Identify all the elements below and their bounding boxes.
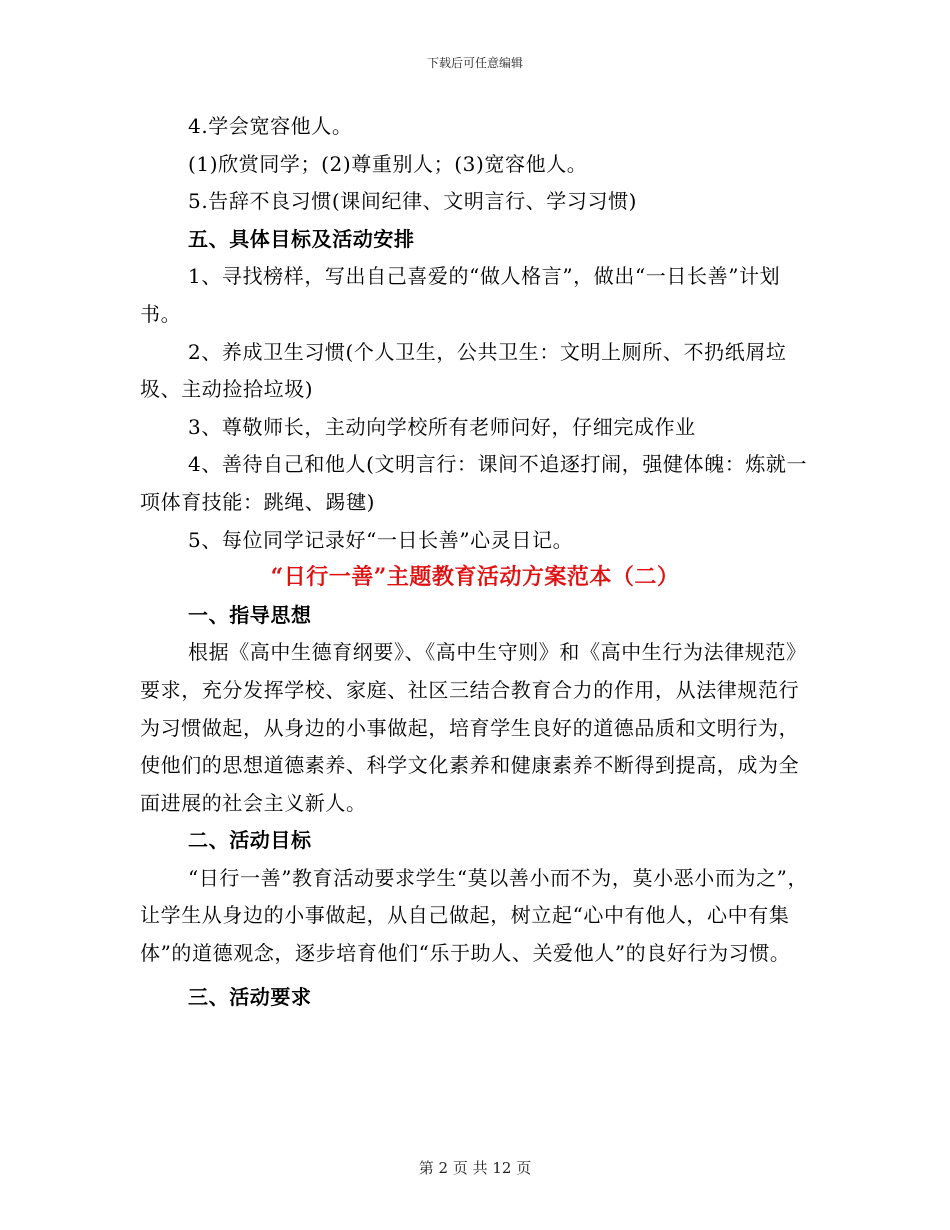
section-heading: 一、指导思想 xyxy=(188,602,312,627)
paragraph: 1、寻找榜样，写出自己喜爱的“做人格言”，做出“一日长善”计划书。 xyxy=(140,264,781,326)
section-heading: 二、活动目标 xyxy=(188,828,312,853)
paragraph: 2、养成卫生习惯(个人卫生，公共卫生：文明上厕所、不扔纸屑垃圾、主动捡拾垃圾) xyxy=(140,339,787,402)
paragraph: “日行一善”教育活动要求学生“莫以善小而不为，莫小恶小而为之”，让学生从身边的小事做起，从自己做起，树立起“心中有他人，心中有集体”的道德观念，逐步培育他们“乐于助人、关爱他人”的良好行为习惯。 xyxy=(140,865,809,966)
paragraph: 3、尊敬师长，主动向学校所有老师问好，仔细完成作业 xyxy=(188,414,696,439)
paragraph: 根据《高中生德育纲要》、《高中生守则》和《高中生行为法律规范》要求，充分发挥学校、家庭、社区三结合教育合力的作用，从法律规范行为习惯做起，从身边的小事做起，培育学生良好的道德品质和文明行为，使他们的思想道德素养、科学文化素养和健康素养不断得到提高，成为全面进展的社会主义新人。 xyxy=(140,640,807,815)
paragraph: 4.学会宽容他人。 xyxy=(188,114,353,138)
paragraph: (1)欣赏同学；(2)尊重别人；(3)宽容他人。 xyxy=(188,151,588,176)
paragraph: 5.告辞不良习惯(课间纪律、文明言行、学习习惯) xyxy=(188,189,638,214)
page-footer: 第 2 页 共 12 页 xyxy=(418,1159,532,1177)
document-body xyxy=(140,108,810,1016)
section-heading: 三、活动要求 xyxy=(188,984,312,1009)
document-title: “日行一善”主题教育活动方案范本（二） xyxy=(270,564,680,591)
paragraph: 4、善待自己和他人(文明言行：课间不追逐打闹，强健体魄：炼就一项体育技能：跳绳、踢毽) xyxy=(140,452,808,514)
paragraph: 5、每位同学记录好“一日长善”心灵日记。 xyxy=(188,527,574,552)
section-heading: 五、具体目标及活动安排 xyxy=(188,226,415,251)
page-header: 下载后可任意编辑 xyxy=(426,56,523,70)
